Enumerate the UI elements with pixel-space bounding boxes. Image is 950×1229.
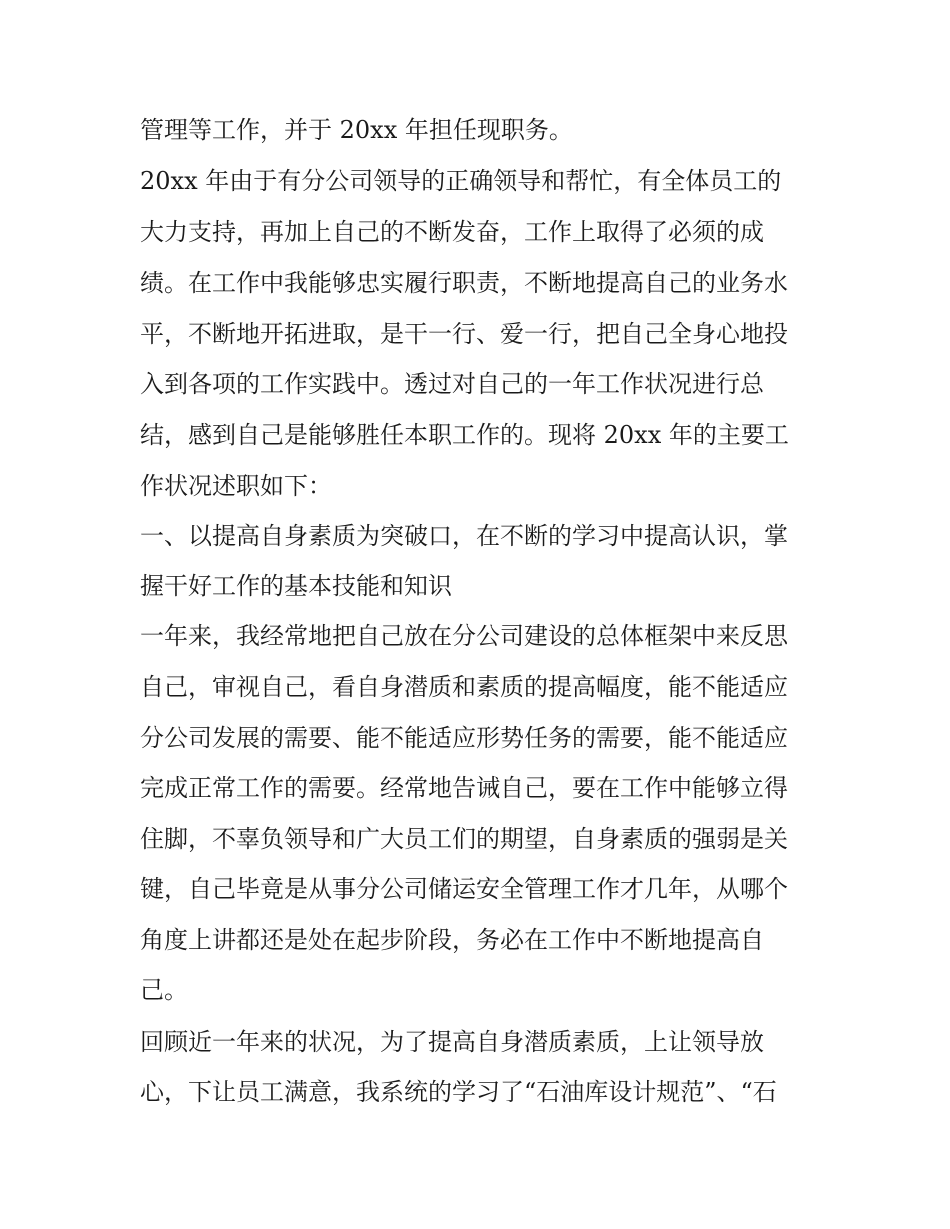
section-heading: 一、以提高自身素质为突破口，在不断的学习中提高认识，掌 bbox=[140, 522, 788, 550]
text-line: 入到各项的工作实践中。透过对自己的一年工作状况进行总 bbox=[140, 370, 764, 398]
text-line: 20xx 年由于有分公司领导的正确领导和帮忙，有全体员工的 bbox=[140, 167, 782, 195]
text-line: 管理等工作，并于 20xx 年担任现职务。 bbox=[140, 116, 573, 144]
text-line: 结，感到自己是能够胜任本职工作的。现将 20xx 年的主要工 bbox=[140, 421, 789, 449]
text-line: 平，不断地开拓进取，是干一行、爱一行，把自己全身心地投 bbox=[140, 320, 788, 348]
text-line: 作状况述职如下： bbox=[140, 472, 332, 500]
text-line: 键，自己毕竟是从事分公司储运安全管理工作才几年，从哪个 bbox=[140, 875, 788, 903]
text-line: 大力支持，再加上自己的不断发奋，工作上取得了必须的成 bbox=[140, 218, 764, 246]
text-line: 己。 bbox=[140, 976, 188, 1004]
text-line: 回顾近一年来的状况，为了提高自身潜质素质，上让领导放 bbox=[140, 1028, 764, 1056]
text-line: 绩。在工作中我能够忠实履行职责，不断地提高自己的业务水 bbox=[140, 269, 788, 297]
text-line: 心，下让员工满意，我系统的学习了“石油库设计规范”、“石 bbox=[140, 1078, 777, 1106]
text-line: 一年来，我经常地把自己放在分公司建设的总体框架中来反思 bbox=[140, 622, 788, 650]
text-line: 住脚，不辜负领导和广大员工们的期望，自身素质的强弱是关 bbox=[140, 825, 788, 853]
text-line: 角度上讲都还是处在起步阶段，务必在工作中不断地提高自 bbox=[140, 926, 764, 954]
text-line: 自己，审视自己，看自身潜质和素质的提高幅度，能不能适应 bbox=[140, 673, 788, 701]
text-line: 分公司发展的需要、能不能适应形势任务的需要，能不能适应 bbox=[140, 724, 788, 752]
text-line: 完成正常工作的需要。经常地告诫自己，要在工作中能够立得 bbox=[140, 774, 788, 802]
section-heading: 握干好工作的基本技能和知识 bbox=[140, 572, 452, 600]
